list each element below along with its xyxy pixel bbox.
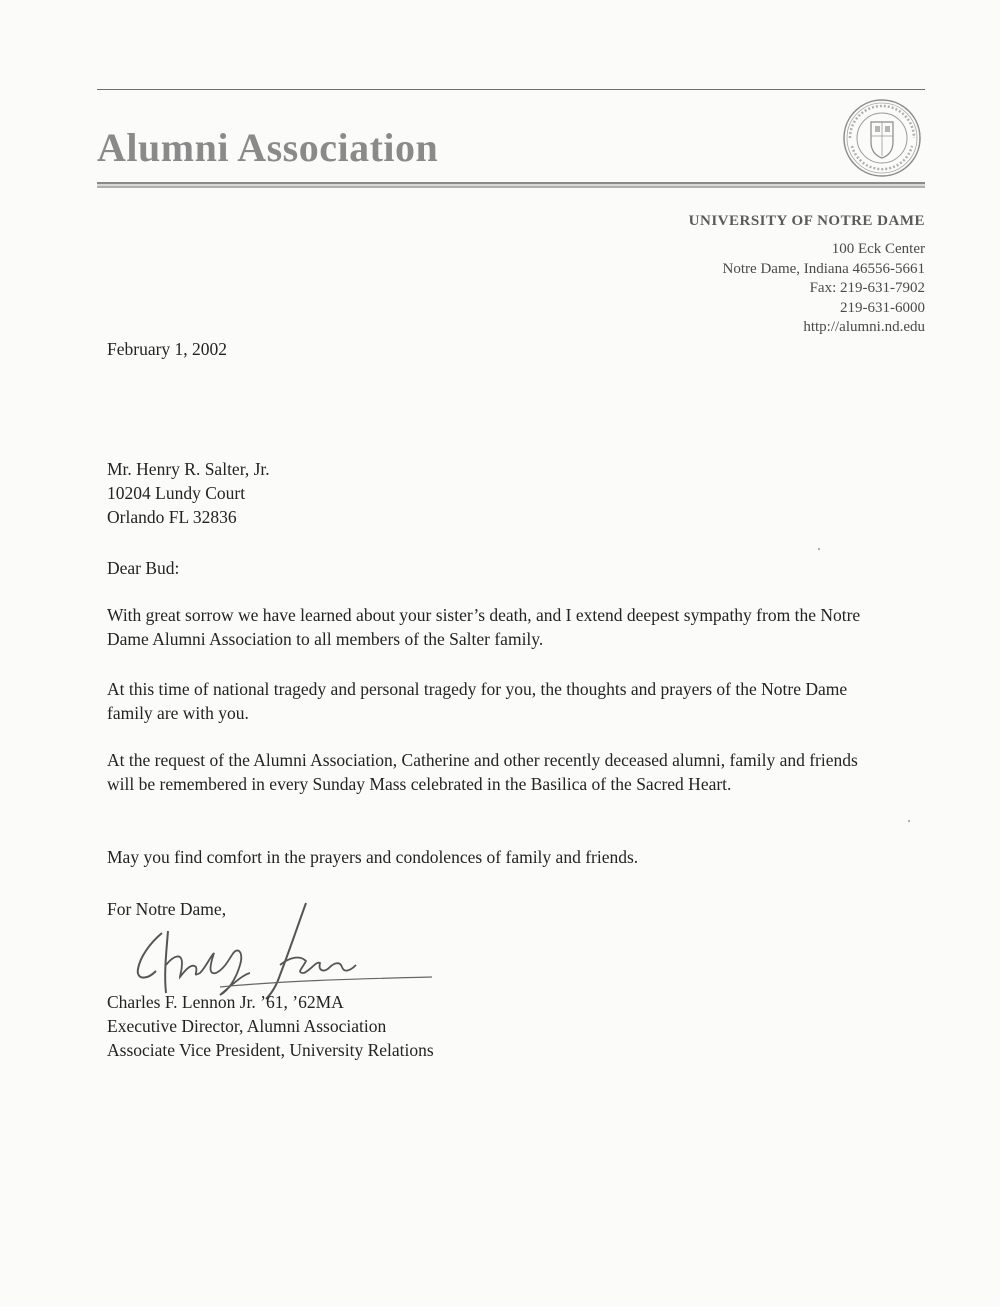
recipient-name: Mr. Henry R. Salter, Jr. [107,459,270,479]
recipient-street: 10204 Lundy Court [107,483,246,503]
address-fax: Fax: 219-631-7902 [809,280,925,297]
body-paragraph: May you find comfort in the prayers and condolences of family and friends. [107,847,639,867]
signer-name: Charles F. Lennon Jr. ’61, ’62MA [107,992,344,1012]
body-paragraph: With great sorrow we have learned about your sister’s death, and I extend deepest sympathy from the Notre Dame Alumni Association to all members of the Salter family. [107,605,861,649]
recipient-address [107,457,270,529]
letterhead-bottom-rule [97,182,925,188]
university-name: UNIVERSITY OF NOTRE DAME [688,213,925,229]
letterhead-title: Alumni Association [97,125,439,170]
address-phone: 219-631-6000 [840,299,925,316]
body-paragraph: At the request of the Alumni Association, Catherine and other recently deceased alumni, family and friends will be remembered in every Sunday Mass celebrated in the Basilica of the Sacred Heart. [107,750,858,794]
letterhead-top-rule [97,89,925,90]
salutation: Dear Bud: [107,558,180,578]
signer-title: Executive Director, Alumni Association [107,1016,387,1036]
signer-block [107,990,434,1062]
university-seal-icon [842,98,922,178]
closing: For Notre Dame, [107,899,227,919]
paper-speck [818,548,820,550]
letterhead-address [723,240,925,338]
address-city: Notre Dame, Indiana 46556-5661 [722,260,925,277]
address-website: http://alumni.nd.edu [803,319,925,336]
recipient-city: Orlando FL 32836 [107,507,237,527]
paper-speck [908,820,910,822]
body-paragraph: At this time of national tragedy and personal tragedy for you, the thoughts and prayers of the Notre Dame family are with you. [107,679,848,723]
address-street: 100 Eck Center [831,241,925,257]
signer-title-secondary: Associate Vice President, University Relations [107,1040,434,1060]
letter-date: February 1, 2002 [107,339,228,359]
